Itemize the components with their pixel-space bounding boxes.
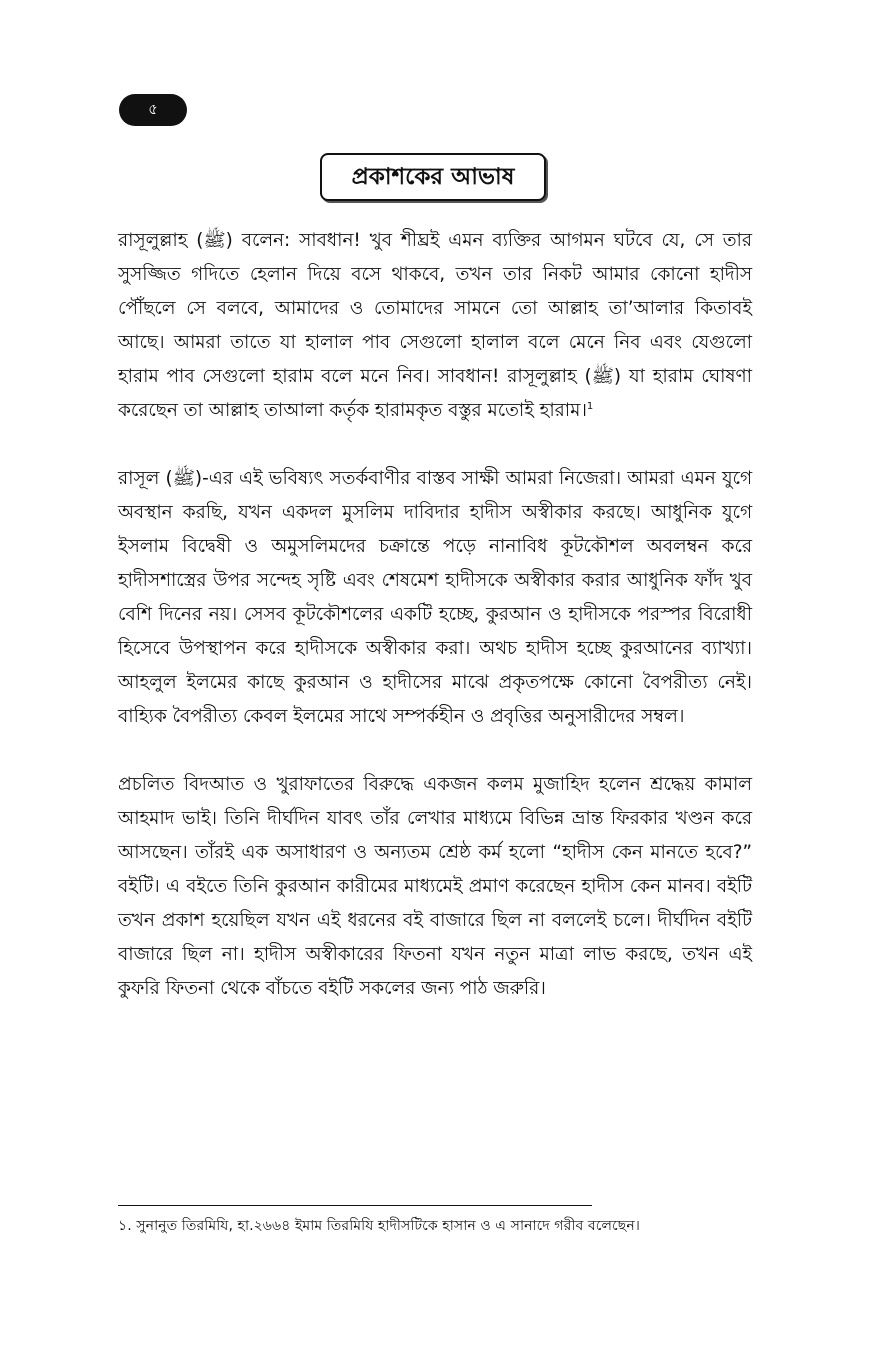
page-number-badge	[119, 94, 187, 126]
heading-box	[320, 153, 546, 201]
paragraph-1	[118, 224, 752, 428]
body-text	[118, 224, 752, 1006]
page-number: ৫	[148, 99, 158, 118]
paragraph-1-text: রাসূলুল্লাহ (ﷺ) বলেন: সাবধান! খুব শীঘ্রই এমন ব্যক্তির আগমন ঘটবে যে, সে তার সুসজ্জিত গদিতে হেলান দিয়ে বসে থাকবে, তখন তার নিকট আমার কোনো হাদীস পৌঁছলে সে বলবে, আমাদের ও তোমাদের সামনে তো আল্লাহ তা’আলার কিতাবই আছে। আমরা তাতে যা হালাল পাব সেগুলো হালাল বলে মেনে নিব এবং যেগুলো হারাম পাব সেগুলো হারাম বলে মনে নিব। সাবধান! রাসূলুল্লাহ (ﷺ) যা হারাম ঘোষণা করেছেন তা আল্লাহ তাআলা কর্তৃক হারামকৃত বস্তুর মতোই হারাম।	[118, 230, 752, 421]
page-title: প্রকাশকের আভাষ	[351, 163, 515, 190]
paragraph-3: প্রচলিত বিদআত ও খুরাফাতের বিরুদ্ধে একজন কলম মুজাহিদ হলেন শ্রদ্ধেয় কামাল আহমাদ ভাই। তিনি দীর্ঘদিন যাবৎ তাঁর লেখার মাধ্যমে বিভিন্ন ভ্রান্ত ফিরকার খণ্ডন করে আসছেন। তাঁরই এক অসাধারণ ও অন্যতম শ্রেষ্ঠ কর্ম হলো “হাদীস কেন মানতে হবে?” বইটি। এ বইতে তিনি কুরআন কারীমের মাধ্যমেই প্রমাণ করেছেন হাদীস কেন মানব। বইটি তখন প্রকাশ হয়েছিল যখন এই ধরনের বই বাজারে ছিল না বললেই চলে। দীর্ঘদিন বইটি বাজারে ছিল না। হাদীস অস্বীকারের ফিতনা যখন নতুন মাত্রা লাভ করছে, তখন এই কুফরি ফিতনা থেকে বাঁচতে বইটি সকলের জন্য পাঠ জরুরি।	[118, 774, 752, 999]
footnote-reference[interactable]: 1	[586, 400, 594, 412]
paragraph-2: রাসূল (ﷺ)-এর এই ভবিষ্যৎ সতর্কবাণীর বাস্তব সাক্ষী আমরা নিজেরা। আমরা এমন যুগে অবস্থান করছি, যখন একদল মুসলিম দাবিদার হাদীস অস্বীকার করছে। আধুনিক যুগে ইসলাম বিদ্বেষী ও অমুসলিমদের চক্রান্তে পড়ে নানাবিধ কূটকৌশল অবলম্বন করে হাদীসশাস্ত্রের উপর সন্দেহ সৃষ্টি এবং শেষমেশ হাদীসকে অস্বীকার করার আধুনিক ফাঁদ খুব বেশি দিনের নয়। সেসব কূটকৌশলের একটি হচ্ছে, কুরআন ও হাদীসকে পরস্পর বিরোধী হিসেবে উপস্থাপন করে হাদীসকে অস্বীকার করা। অথচ হাদীস হচ্ছে কুরআনের ব্যাখ্যা। আহলুল ইলমের কাছে কুরআন ও হাদীসের মাঝে প্রকৃতপক্ষে কোনো বৈপরীত্য নেই। বাহ্যিক বৈপরীত্য কেবল ইলমের সাথে সম্পর্কহীন ও প্রবৃত্তির অনুসারীদের সম্বল।	[118, 468, 752, 727]
footnote-divider	[118, 1205, 592, 1206]
footnote: ১. সুনানুত তিরমিযি, হা.২৬৬৪ ইমাম তিরমিযি হাদীসটিকে হাসান ও এ সানাদে গরীব বলেছেন।	[118, 1218, 640, 1234]
